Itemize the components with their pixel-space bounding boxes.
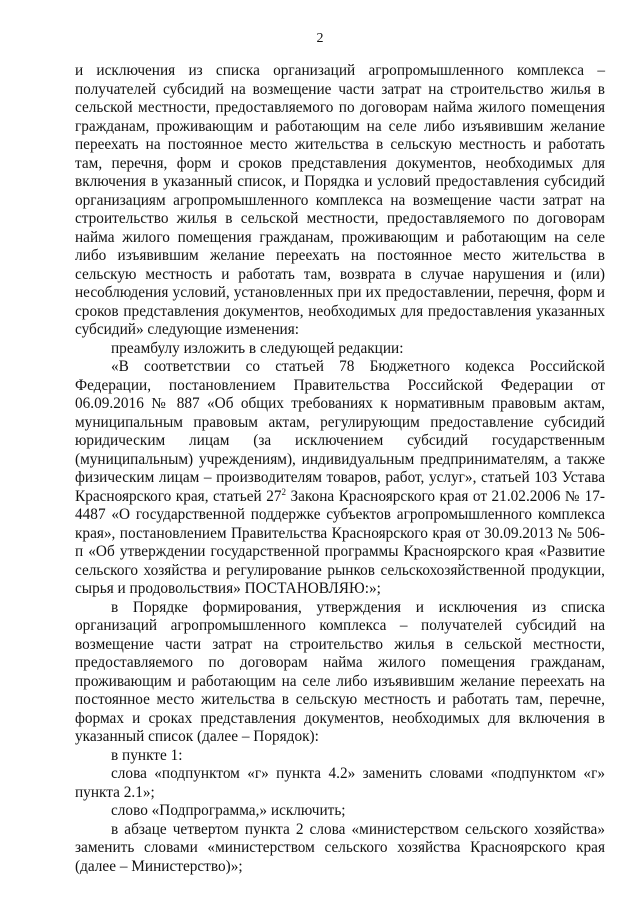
paragraph-4: в Порядке формирования, утверждения и исключения из списка организаций агропромышленного комплекса – получателей субсидий на возмещение части затрат на строительство жилья в сельской местности, предоставляемого по договорам найма жилого помещения гражданам, проживающим и работающим на селе либо изъявившим желание переехать на постоянное место жительства в сельскую местность и работать там, перечне, формах и сроках представления документов, необходимых для включения в указанный список (далее – Порядок): (75, 598, 605, 745)
document-body (75, 62, 605, 876)
superscript-2: 2 (281, 486, 286, 497)
paragraph-3-part-a: «В соответствии со статьей 78 Бюджетного кодекса Российской Федерации, постановлением Правительства Российской Федерации от 06.09.2016 № 887 «Об общих требованиях к нормативным правовым актам, муниципальным правовым актам, регулирующим предоставление субсидий юридическим лицам (за исключением субсидий государственным (муниципальным) учреждениям), индивидуальным предпринимателям, а также физическим лицам – производителям товаров, работ, услуг», статьей 103 Устава Красноярского края, статьей 27 (75, 358, 605, 505)
paragraph-1: и исключения из списка организаций агропромышленного комплекса – получателей субсидий на возмещение части затрат на строительство жилья в сельской местности, предоставляемого по договорам найма жилого помещения гражданам, проживающим и работающим на селе либо изъявившим желание переехать на постоянное место жительства в сельскую местность и работать там, перечня, форм и сроков представления документов, необходимых для включения в указанный список, и Порядка и условий предоставления субсидий организациям агропромышленного комплекса на возмещение части затрат на строительство жилья в сельской местности, предоставляемого по договорам найма жилого помещения гражданам, проживающим и работающим на селе либо изъявившим желание переехать на постоянное место жительства в сельскую местность и работать там, возврата в случае нарушения и (или) несоблюдения условий, установленных при их предоставлении, перечня, форм и сроков представления документов, необходимых для предоставления указанных субсидий» следующие изменения: (75, 62, 605, 338)
paragraph-5: в пункте 1: (111, 746, 183, 764)
paragraph-6: слова «подпунктом «г» пункта 4.2» заменить словами «подпунктом «г» пункта 2.1»; (75, 765, 605, 801)
paragraph-8: в абзаце четвертом пункта 2 слова «министерством сельского хозяйства» заменить словами «министерством сельского хозяйства Красноярского края (далее – Министерство)»; (75, 820, 605, 875)
paragraph-3 (75, 358, 605, 599)
paragraph-7: слово «Подпрограмма,» исключить; (111, 802, 346, 819)
paragraph-3-part-b: Закона Красноярского края от 21.02.2006 № 17-4487 «О государственной поддержке субъектов агропромышленного комплекса края», постановлением Правительства Красноярского края от 30.09.2013 № 506-п «Об утверждении государственной программы Красноярского края «Развитие сельского хозяйства и регулирование рынков сельскохозяйственной продукции, сырья и продовольствия» ПОСТАНОВЛЯЮ:»; (75, 487, 606, 597)
paragraph-2: преамбулу изложить в следующей редакции: (111, 339, 404, 357)
page-number: 2 (316, 31, 324, 46)
